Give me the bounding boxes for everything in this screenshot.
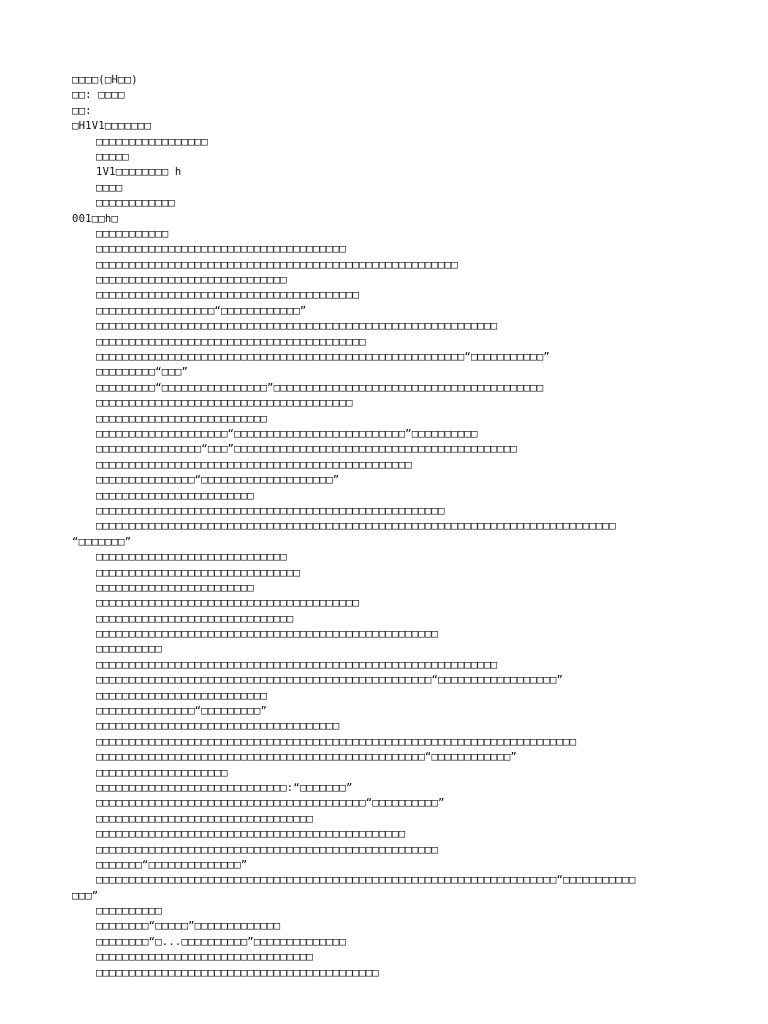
text-line: □□□□□□□□□□□□□□□□□□□□□□□□□□□□□□□□□□□□□□□□□□□□□□□□□□“□□□□□□□□□□□□” bbox=[96, 751, 517, 764]
text-line: □□□□□□□□□□□□□□□□□□□□□□□□□□□□□□□□□□□□□□□□□□□□□□□□□□□□□□□□□□□□□□□□□□□□□□□□□ bbox=[96, 735, 577, 748]
text-line: □□□□□□□□□□□□□□□□□□□□□□□□□□□□□□□□□□□□□□ bbox=[96, 243, 346, 256]
text-line: □□□□□□□□□□□□□□□“□□□□□□□□□□□□□□□□□□□□” bbox=[96, 474, 340, 487]
text-line: □□□□□□□□□□□□□□□□□□□□□□□□□□□□□□□□□□□□□□□□□□□□□□□□□□□□□□□□□□□□□ bbox=[96, 658, 498, 671]
text-line: □□□□□□□□□□□□□□□□□□□□□□□□□□□□□□□□□□□□□□□□□□□□□□□□□□□□□□□□□□□□□□□□□□□□□□“□□□□□□□□□□□ bbox=[96, 874, 636, 887]
text-line: □□□□□□□□□□□□□□□□□□□□□□□□ bbox=[96, 489, 254, 502]
text-line: □□□□□□□□□□□□□□□□□□□□□□□□□□□□□□□□□□□□□□□□□□□□□□□□□□□□□□□□□□□□□ bbox=[96, 320, 498, 333]
text-line: □□□□□□□□□“□□□” bbox=[96, 366, 189, 379]
text-line: □□□□□□□□□□□□□□□□“□□□”□□□□□□□□□□□□□□□□□□□□□□□□□□□□□□□□□□□□□□□□□□□ bbox=[96, 443, 517, 456]
text-line: □□□□□□□□□□□□□□□□□□□□□□□□ bbox=[96, 581, 254, 594]
text-line: □□□□□□□□□□□□□□□□□□□□□□□□□□□□□□□□□□□□□□□□□□□□□□□ bbox=[96, 828, 406, 841]
text-line: □□□□□□□□□□□□□□□□□□□□□□□□□□□□□□□□□□□□□□□□□□□□□□□□□□□□□□□ bbox=[96, 258, 458, 271]
text-line: □□□□□□□□□□□□□□□□□□□□□□□□□□□□□□□□□ bbox=[96, 951, 314, 964]
text-line: □□□□□□□□□□ bbox=[96, 905, 162, 918]
text-line: “□□□□□□□” bbox=[72, 535, 132, 548]
text-line: □□: □□□□ bbox=[72, 89, 125, 102]
text-line: □□□□□□□□□□□□□□□□□□□□□□□□□□□□□ bbox=[96, 274, 287, 287]
text-line: □□□□□□□□□□□□□□□□□□□□□□□□□□ bbox=[96, 689, 268, 702]
text-line: □□□□□□□□□□□□□□□□□□□□□□□□□□□□□□□□□□□□□ bbox=[96, 720, 340, 733]
text-line: □□: bbox=[72, 104, 92, 117]
text-line: □□□□□□□□□□□□□□□□□□□□□□□□□□□□□:“□□□□□□□” bbox=[96, 781, 353, 794]
text-line: □□□□□□□□□□□□□□□□□□□□□□□□□□□□□□□ bbox=[96, 566, 300, 579]
text-line: □□□□□□□□□□□□□□□□□□□□□□□□□□□□□□□□□□□□□□□□□□□□□□□□□□□“□□□□□□□□□□□□□□□□□□” bbox=[96, 674, 564, 687]
text-line: □□□□□□□□□□□□□□□□□□□□□□□□□□□□□□□□□□□□□□□□□□□□□□□□□□□□□□□□□□□□□□□□□□□□□□□□□□□□□□□ bbox=[96, 520, 616, 533]
text-line: □□□□□□□□□□□□□□□“□□□□□□□□□” bbox=[96, 705, 268, 718]
text-line: □□□□□□□□□□□□□□□□□□□□□□□□□□□□□□□□□□□□□□□□□□□□□□□□□□□□□ bbox=[96, 504, 445, 517]
text-line: □□□□□□□□□□□□□□□□□□□□“□□□□□□□□□□□□□□□□□□□□□□□□□□”□□□□□□□□□□ bbox=[96, 427, 478, 440]
text-line: □□□□□□□□□□□□□□□□□□□□□□□□□□□□□□□□□□□□□□□□□ bbox=[96, 335, 366, 348]
text-line: 1V1□□□□□□□□ h bbox=[96, 166, 182, 179]
text-line: □H1V1□□□□□□□ bbox=[72, 120, 151, 133]
text-line: □□□□ bbox=[96, 181, 123, 194]
text-line: □□□” bbox=[72, 889, 99, 902]
document-body bbox=[72, 73, 712, 981]
text-line: □□□□□□□□□□□□□□□□□□□□□□□□□□□□□□□□□□□□□□□□ bbox=[96, 289, 360, 302]
text-line: 001□□h□ bbox=[72, 212, 119, 225]
text-line: □□□□(□H□□) bbox=[72, 74, 138, 86]
text-line: □□□□□□□□□□□□□□□□□□□□□□□□□□□□□□□□□□□□□□□□□□□ bbox=[96, 966, 379, 979]
text-line: □□□□□□□□□□□□□□□□□□“□□□□□□□□□□□□” bbox=[96, 304, 307, 317]
text-line: □□□□□□□□□□□□□□□□□ bbox=[96, 135, 208, 148]
text-line: □□□□□□□□□□□□□□□□□□□□□□□□□□□□□□□□□□□□□□□□□□□□□□□□□□□□ bbox=[96, 628, 439, 641]
text-line: □□□□□□□□□□□□□□□□□□□□□□□□□□□□□□□□□□□□□□□□□□□□□□□□□□□□ bbox=[96, 843, 439, 856]
text-line: □□□□□□□□□□□□ bbox=[96, 197, 175, 210]
text-line: □□□□□□□□□□□□□□□□□□□□ bbox=[96, 766, 228, 779]
text-line: □□□□□□□□□□□□□□□□□□□□□□□□□□□□□□□□□□□□□□□ bbox=[96, 397, 353, 410]
text-line: □□□□□□□□□□ bbox=[96, 643, 162, 656]
text-line: □□□□□□□□□□□□□□□□□□□□□□□□□□□□□□□□□□□□□□□□□“□□□□□□□□□□” bbox=[96, 797, 445, 810]
text-line: □□□□□□□□□□□□□□□□□□□□□□□□□□□□□□□□□□□□□□□□ bbox=[96, 597, 360, 610]
text-line: □□□□□□□□□□□□□□□□□□□□□□□□□□□□□□□□□□□□□□□□□□□□□□□□ bbox=[96, 458, 412, 471]
text-line: □□□□□□□□“□□□□□”□□□□□□□□□□□□□ bbox=[96, 920, 281, 933]
text-line: □□□□□□□□□□□□□□□□□□□□□□□□□□□□□□□□□ bbox=[96, 812, 314, 825]
text-line: □□□□□□□□□□□□□□□□□□□□□□□□□□□□□□□□□□□□□□□□□□□□□□□□□□□□□□□□“□□□□□□□□□□□” bbox=[96, 351, 550, 364]
text-line: □□□□□□□□□□□□□□□□□□□□□□□□□□□□□ bbox=[96, 551, 287, 564]
text-line: □□□□□□□□□□□ bbox=[96, 227, 169, 240]
text-line: □□□□□□□□□□□□□□□□□□□□□□□□□□ bbox=[96, 412, 268, 425]
text-line: □□□□□□□□□“□□□□□□□□□□□□□□□□”□□□□□□□□□□□□□□□□□□□□□□□□□□□□□□□□□□□□□□□□□ bbox=[96, 381, 544, 394]
text-line: □□□□□□□□“□...□□□□□□□□□□”□□□□□□□□□□□□□□ bbox=[96, 935, 346, 948]
text-line: □□□□□□□□□□□□□□□□□□□□□□□□□□□□□□ bbox=[96, 612, 294, 625]
text-line: □□□□□ bbox=[96, 150, 129, 163]
text-line: □□□□□□□“□□□□□□□□□□□□□□” bbox=[96, 858, 248, 871]
